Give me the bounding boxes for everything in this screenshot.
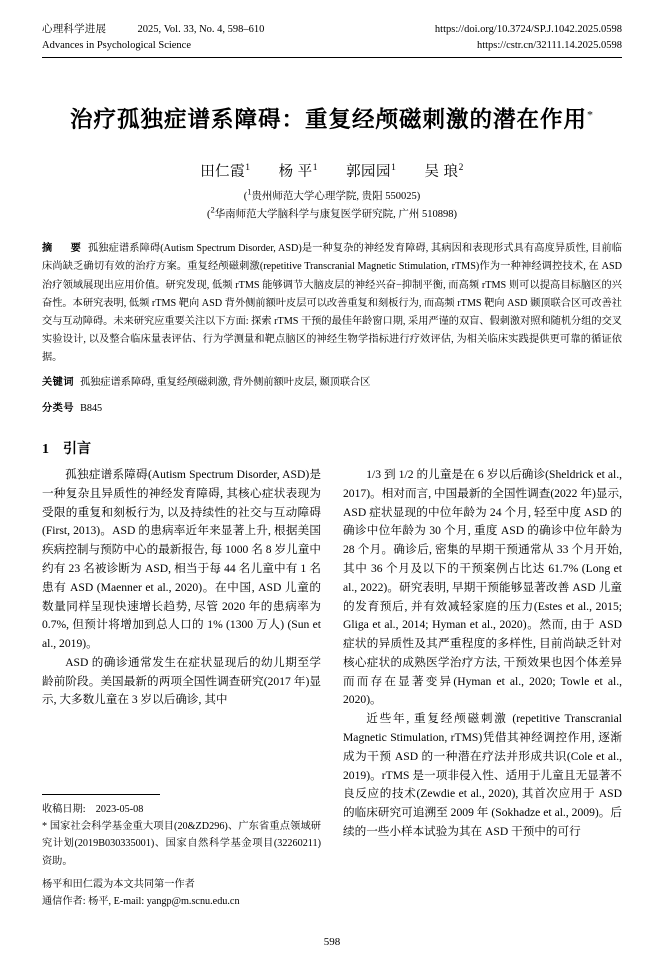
classification-label: 分类号 (42, 402, 75, 414)
author-3-name: 郭园园 (346, 163, 392, 180)
cstr-link[interactable]: https://cstr.cn/32111.14.2025.0598 (476, 40, 622, 52)
author-4-name: 吴 琅 (424, 163, 459, 180)
affiliation-2: ($^2$华南师范大学脑科学与康复医学研究院, 广州 510898) (206, 204, 458, 220)
issue-info: 2025, Vol. 33, No. 4, 598–610 (137, 24, 265, 35)
funding-mark: * (42, 821, 48, 833)
keywords-text: 孤独症谱系障碍, 重复经颅磁刺激, 背外侧前额叶皮层, 颞顶联合区 (80, 377, 371, 389)
body-columns (42, 466, 622, 842)
classification-number: B845 (80, 402, 103, 414)
author-1 (200, 164, 250, 180)
doi-link[interactable]: https://doi.org/10.3724/SP.J.1042.2025.0598 (434, 24, 622, 35)
contribution-row: 杨平和田仁霞为本文共同第一作者 (42, 878, 195, 890)
abstract-text: 孤独症谱系障碍(Autism Spectrum Disorder, ASD)是一种复杂的神经发育障碍, 其病因和表现形式具有高度异质性, 目前临床尚缺乏确切有效的治疗方案。重复经颅磁刺激(repetitive Transcranial Magnetic Stimulation, rTMS)作为一种神经调控技术, 在 ASD 治疗领域展现出应用价值。研究发现, 低频 rTMS 能够调节大脑皮层的神经兴奋−抑制平衡, 而高频 rTMS 则可以提高目标脑区的兴奋性。本研究表明, 低频 rTMS 靶向 ASD 背外侧前额叶皮层可以改善重复和刻板行为, 而高频 rTMS 靶向 ASD 颞顶联合区可改善社交与互动障碍。未来研究应重要关注以下方面: 探索 rTMS 干预的最佳年龄窗口期, 采用严谨的双盲、假刺激对照和随机分组的交叉实验设计, 以及整合临床量表评估、行为学测量和靶点脑区的神经生物学指标进行疗效评估, 为相关临床实践提供更可靠的循证依据。 (42, 243, 622, 364)
keywords-label: 关键词 (42, 377, 75, 389)
author-4-mark: 2 (458, 162, 464, 173)
corresponding-author-row (42, 893, 321, 910)
column-left (42, 466, 321, 842)
author-2-name: 杨 平 (278, 163, 313, 180)
affiliation-list (42, 188, 622, 225)
funding-row (42, 818, 321, 869)
author-list (42, 160, 622, 181)
affiliation-2-text: 华南师范大学脑科学与康复医学研究院, 广州 510898) (214, 208, 458, 220)
affiliation-1: ($^1$贵州师范大学心理学院, 贵阳 550025) (243, 186, 421, 202)
funding-text: 国家社会科学基金重大项目(20&ZD296)、广东省重点领域研究计划(2019B030335001)、国家自然科学基金项目(32260211)资助。 (42, 821, 321, 867)
section-number: 1 (42, 442, 49, 458)
section-heading (42, 438, 622, 458)
abstract-label: 摘 要 (42, 243, 85, 255)
column-right (343, 466, 622, 842)
title-text: 治疗孤独症谱系障碍：重复经颅磁刺激的潜在作用 (69, 106, 587, 132)
author-2-mark: 1 (312, 162, 318, 173)
section-title: 引言 (63, 442, 91, 458)
journal-name-cn: 心理科学进展 (42, 24, 107, 35)
author-2 (279, 164, 318, 180)
received-date: 2023-05-08 (95, 804, 144, 816)
affiliation-2-mark: 2 (210, 204, 215, 215)
page-number: 598 (323, 936, 341, 948)
paragraph: 1/3 到 1/2 的儿童是在 6 岁以后确诊(Sheldrick et al., 2017)。相对而言, 中国最新的全国性调查(2022 年)显示, ASD 症状显现的中位年龄为 24 个月, 轻至中度 ASD 的确诊中位年龄为 30 个月, 重度 ASD 的确诊中位年龄为 28 个月。确诊后, 密集的早期干预通常从 33 个月开始, 其中 36 个月及以下的干预案例占比达 61.7% (Long et al., 2022)。研究表明, 早期干预能够显著改善 ASD 儿童的发育预后, 并有效减轻家庭的压力(Estes et al., 2015; Gliga et al., 2014; Hyman et al., 2020)。然而, 由于 ASD 症状的异质性及其严重程度的多样性, 目前尚缺乏针对核心症状的成熟医学治疗方法, 干预效果也因个体差异而而存在显著变异(Hyman et al., 2020; Towle et al., 2020)。 (343, 468, 622, 707)
corresponding-text[interactable]: 杨平, E-mail: yangp@m.scnu.edu.cn (88, 895, 240, 907)
author-4 (424, 164, 463, 180)
page-title (42, 102, 622, 134)
paragraph: ASD 的确诊通常发生在症状显现后的幼儿期至学龄前阶段。美国最新的两项全国性调查研究(2017 年)显示, 大多数儿童在 3 岁以后确诊, 其中 (42, 655, 321, 707)
author-3-mark: 1 (391, 162, 397, 173)
author-1-mark: 1 (245, 162, 251, 173)
page-header (42, 22, 622, 58)
header-divider (42, 57, 622, 58)
affiliation-1-mark: 1 (247, 186, 252, 197)
title-footnote-mark: * (587, 107, 594, 122)
abstract (42, 240, 622, 367)
author-3 (346, 164, 396, 180)
journal-name-en: Advances in Psychological Science (42, 40, 191, 52)
paragraph: 近些年, 重复经颅磁刺激 (repetitive Transcranial Magnetic Stimulation, rTMS)凭借其神经调控作用, 逐渐成为干预 ASD 的一种潜在疗法并形成共识(Cole et al., 2019)。rTMS 是一项非侵入性、适用于儿童且无显著不良反应的技术(Zewdie et al., 2020), 其首次应用于 ASD 的临床研究可追溯至 2009 年 (Sokhadze et al., 2009)。后续的一些小样本试验为其在 ASD 干预中的可行 (343, 712, 622, 838)
received-label: 收稿日期: (42, 804, 86, 816)
author-1-name: 田仁霞 (200, 163, 246, 180)
received-date-row (42, 801, 321, 818)
affiliation-1-text: 贵州师范大学心理学院, 贵阳 550025) (251, 190, 421, 202)
footnote-block (42, 794, 321, 910)
footnote-divider (42, 794, 160, 795)
classification-row (42, 400, 622, 418)
keywords-row (42, 374, 622, 392)
paragraph: 孤独症谱系障碍(Autism Spectrum Disorder, ASD)是一种复杂且异质性的神经发育障碍, 其核心症状表现为受限的重复和刻板行为, 以及持续性的社交与互动障碍(First, 2013)。ASD 的患病率近年来显著上升, 根据美国疾病控制与预防中心的最新报告, 每 1000 名 8 岁儿童中约有 23 名被诊断为 ASD, 相当于每 44 名儿童中有 1 名患有 ASD (Maenner et al., 2020)。在中国, ASD 儿童的数量同样呈现快速增长趋势, 尽管 2020 年的患病率为 0.7%, 但预计将增加到总人口的 1% (1300 万人) (Sun et al., 2019)。 (42, 468, 321, 651)
corresponding-label: 通信作者: (42, 895, 86, 907)
